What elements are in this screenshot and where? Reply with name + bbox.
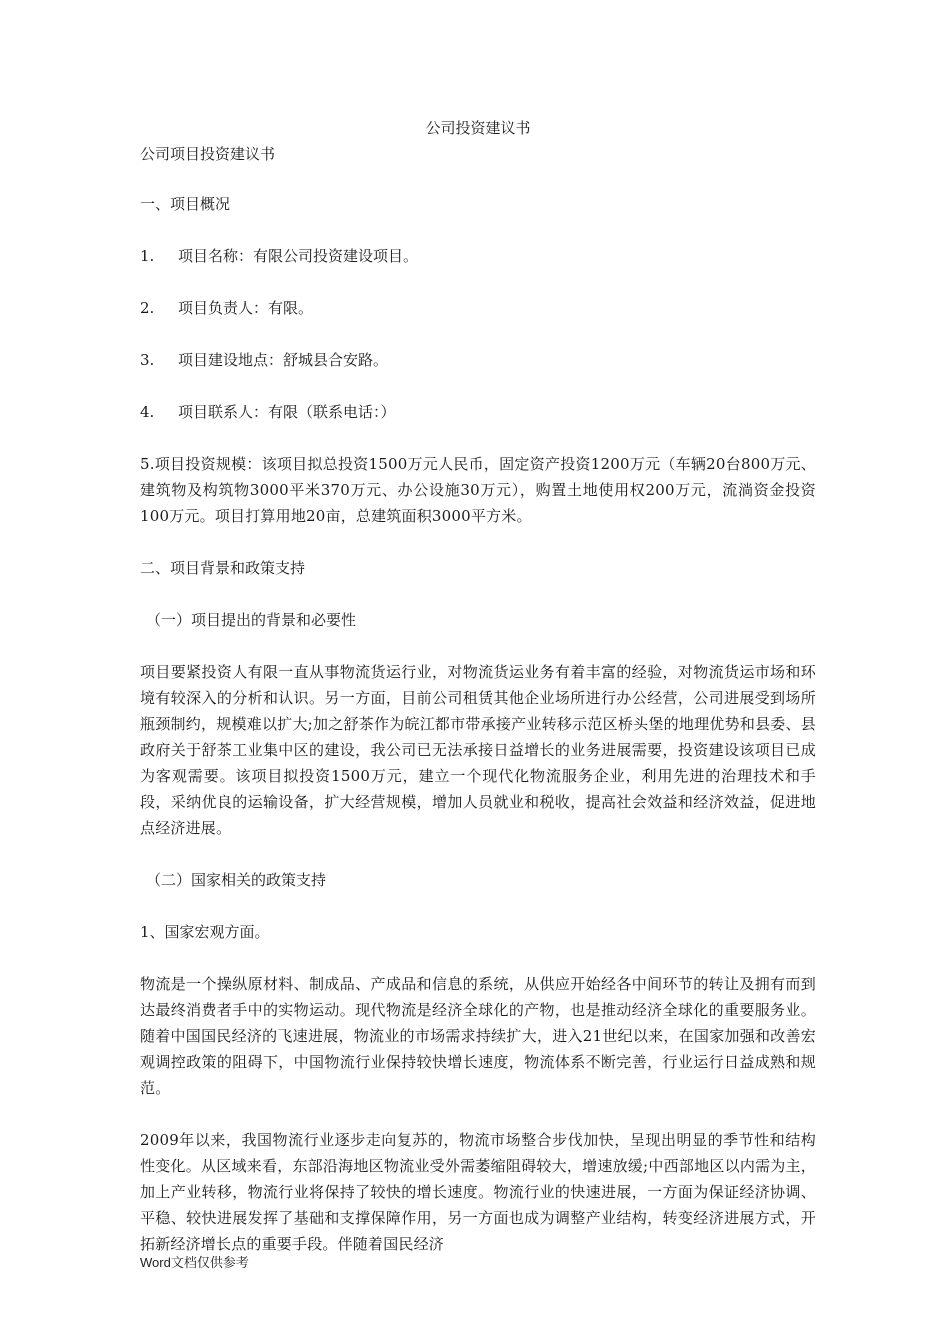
list-text: 项目联系人：有限（联系电话：） (178, 403, 396, 421)
subsection-heading-background: （一）项目提出的背景和必要性 (146, 611, 357, 629)
document-subtitle: 公司项目投资建议书 (140, 145, 276, 163)
document-title: 公司投资建议书 (425, 119, 531, 137)
recovery-paragraph: 2009年以来，我国物流行业逐步走向复苏的，物流市场整合步伐加快，呈现出明显的季节性和结构性变化。从区域来看，东部沿海地区物流业受外需萎缩阻碍较大，增速放缓;中西部地区以内需为主，加上产业转移，物流行业将保持了较快的增长速度。物流行业的快速进展，一方面为保证经济协调、平稳、较快进展发挥了基础和支撑保障作用，另一方面也成为调整产业结构，转变经济进展方式，开拓新经济增长点的重要手段。伴随着国民经济 (140, 1131, 816, 1253)
subsection-heading-policy: （二）国家相关的政策支持 (146, 871, 327, 889)
macro-heading: 1、国家宏观方面。 (140, 923, 270, 941)
list-text: 项目负责人：有限。 (178, 299, 314, 317)
document-body (140, 115, 816, 1283)
investment-scale-paragraph: 5.项目投资规模：该项目拟总投资1500万元人民币，固定资产投资1200万元（车辆20台800万元、建筑物及构筑物3000平米370万元、办公设施30万元），购置土地使用权200万元，流淌资金投资100万元。项目打算用地20亩，总建筑面积3000平方米。 (140, 455, 816, 525)
list-item (140, 347, 816, 373)
list-text: 项目名称：有限公司投资建设项目。 (178, 247, 419, 265)
background-paragraph: 项目要紧投资人有限一直从事物流货运行业，对物流货运业务有着丰富的经验，对物流货运市场和环境有较深入的分析和认识。另一方面，目前公司租赁其他企业场所进行办公经营，公司进展受到场所瓶颈制约，规模难以扩大;加之舒茶作为皖江都市带承接产业转移示范区桥头堡的地理优势和县委、县政府关于舒茶工业集中区的建设，我公司已无法承接日益增长的业务进展需要，投资建设该项目已成为客观需要。该项目拟投资1500万元，建立一个现代化物流服务企业，利用先进的治理技术和手段，采纳优良的运输设备，扩大经营规模，增加人员就业和税收，提高社会效益和经济效益，促进地点经济进展。 (140, 663, 816, 837)
list-number: 1. (140, 247, 155, 265)
list-number: 3. (140, 351, 155, 369)
list-number: 2. (140, 299, 155, 317)
list-number: 4. (140, 403, 155, 421)
list-text: 项目建设地点：舒城县合安路。 (178, 351, 389, 369)
list-item (140, 295, 816, 321)
page-footer: Word文档仅供参考 (140, 1255, 249, 1270)
macro-paragraph: 物流是一个操纵原材料、制成品、产成品和信息的系统，从供应开始经各中间环节的转让及拥有而到达最终消费者手中的实物运动。现代物流是经济全球化的产物，也是推动经济全球化的重要服务业。随着中国国民经济的飞速进展，物流业的市场需求持续扩大，进入21世纪以来，在国家加强和改善宏观调控政策的阻碍下，中国物流行业保持较快增长速度，物流体系不断完善，行业运行日益成熟和规范。 (140, 975, 816, 1097)
section-heading-background: 二、项目背景和政策支持 (140, 559, 306, 577)
list-item (140, 243, 816, 269)
list-item (140, 399, 816, 425)
section-heading-overview: 一、项目概况 (140, 195, 231, 213)
